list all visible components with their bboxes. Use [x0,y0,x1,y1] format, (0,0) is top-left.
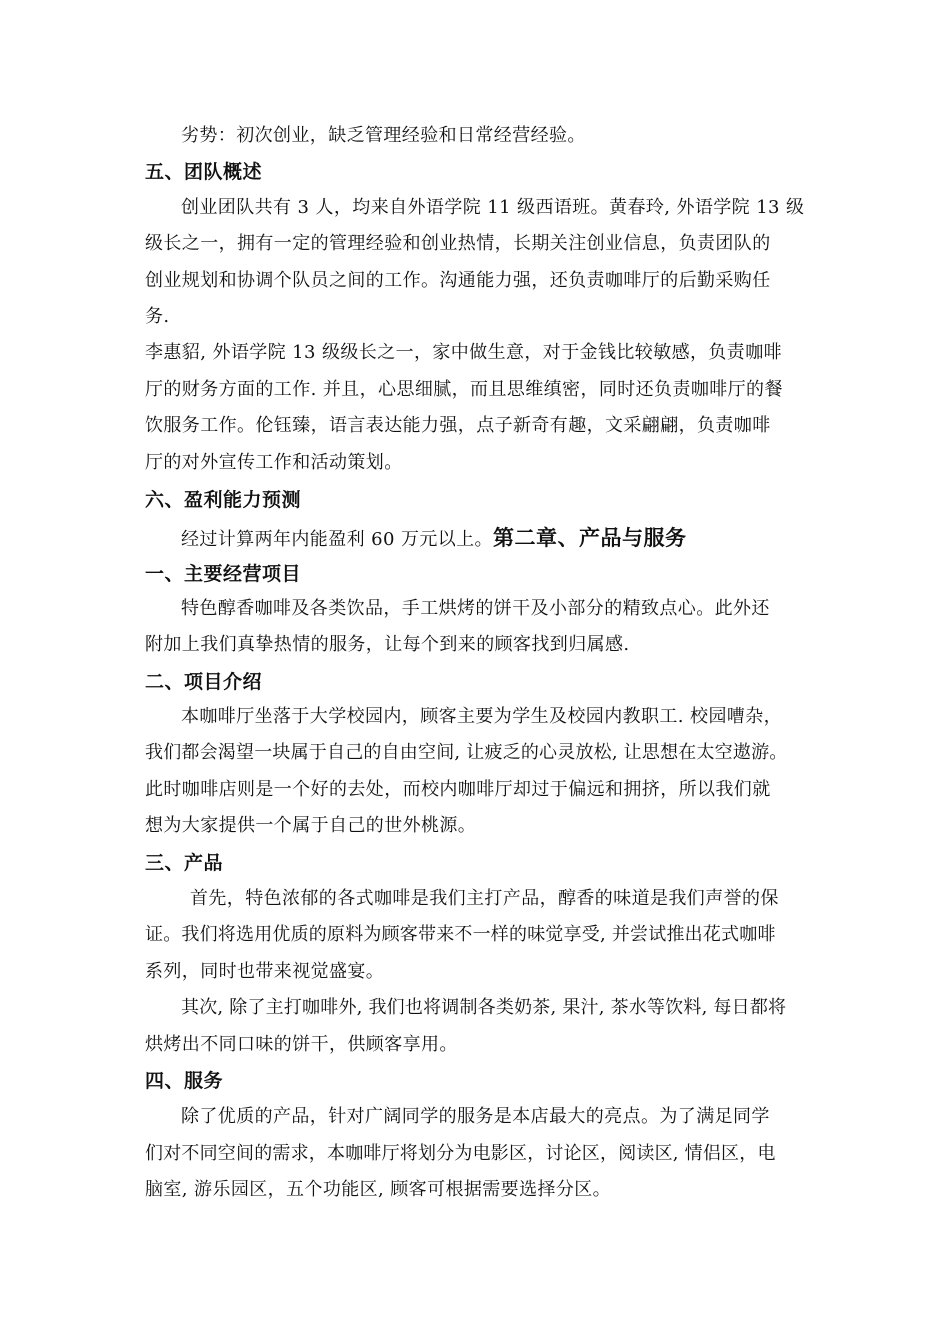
intro-paragraph-line: 我们都会渴望一块属于自己的自由空间, 让疲乏的心灵放松, 让思想在太空遨游。 [145,742,788,763]
profit-line [181,525,810,553]
team-paragraph-line: 饮服务工作。伦钰臻，语言表达能力强，点子新奇有趣，文采翩翩，负责咖啡 [145,415,771,436]
team-paragraph-line: 厅的对外宣传工作和活动策划。 [145,452,403,473]
intro-paragraph-line: 本咖啡厅坐落于大学校园内，顾客主要为学生及校园内教职工. 校园嘈杂， [181,706,783,727]
team-paragraph-line: 务. [145,306,170,327]
chapter-two-heading: 第二章、产品与服务 [492,526,687,550]
heading-team-overview: 五、团队概述 [145,161,263,183]
weakness-line: 劣势：初次创业，缺乏管理经验和日常经营经验。 [181,125,586,146]
heading-service: 四、服务 [145,1070,224,1092]
team-paragraph-line: 李惠貂, 外语学院 13 级级长之一，家中做生意，对于金钱比较敏感，负责咖啡 [145,342,782,363]
heading-main-business: 一、主要经营项目 [145,563,302,585]
service-paragraph-line: 们对不同空间的需求，本咖啡厅将划分为电影区，讨论区，阅读区, 情侣区，电 [145,1143,776,1164]
team-paragraph-line: 创业团队共有 3 人，均来自外语学院 11 级西语班。黄春玲, 外语学院 13 级 [181,197,805,218]
product-paragraph-line: 系列，同时也带来视觉盛宴。 [145,961,385,982]
product-paragraph-line: 首先，特色浓郁的各式咖啡是我们主打产品，醇香的味道是我们声誉的保 [190,888,779,909]
heading-profit-forecast: 六、盈利能力预测 [145,489,302,511]
intro-paragraph-line: 想为大家提供一个属于自己的世外桃源。 [145,815,477,836]
team-paragraph-line: 厅的财务方面的工作. 并且，心思细腻，而且思维缜密，同时还负责咖啡厅的餐 [145,379,783,400]
product-paragraph-line: 其次, 除了主打咖啡外, 我们也将调制各类奶茶, 果汁, 茶水等饮料, 每日都将 [181,997,787,1018]
heading-project-intro: 二、项目介绍 [145,671,263,693]
service-paragraph-line: 除了优质的产品，针对广阔同学的服务是本店最大的亮点。为了满足同学 [181,1106,770,1127]
team-paragraph-line: 级长之一，拥有一定的管理经验和创业热情，长期关注创业信息，负责团队的 [145,233,771,254]
service-paragraph-line: 脑室, 游乐园区，五个功能区, 顾客可根据需要选择分区。 [145,1179,612,1200]
heading-product: 三、产品 [145,852,224,874]
profit-text: 经过计算两年内能盈利 60 万元以上。 [181,529,493,550]
product-paragraph-line: 证。我们将选用优质的原料为顾客带来不一样的味觉享受, 并尝试推出花式咖啡 [145,924,776,945]
business-paragraph-line: 附加上我们真挚热情的服务，让每个到来的顾客找到归属感. [145,634,630,655]
business-paragraph-line: 特色醇香咖啡及各类饮品，手工烘烤的饼干及小部分的精致点心。此外还 [181,598,770,619]
team-paragraph-line: 创业规划和协调个队员之间的工作。沟通能力强，还负责咖啡厅的后勤采购任 [145,270,771,291]
intro-paragraph-line: 此时咖啡店则是一个好的去处，而校内咖啡厅却过于偏远和拥挤，所以我们就 [145,779,771,800]
product-paragraph-line: 烘烤出不同口味的饼干，供顾客享用。 [145,1034,458,1055]
